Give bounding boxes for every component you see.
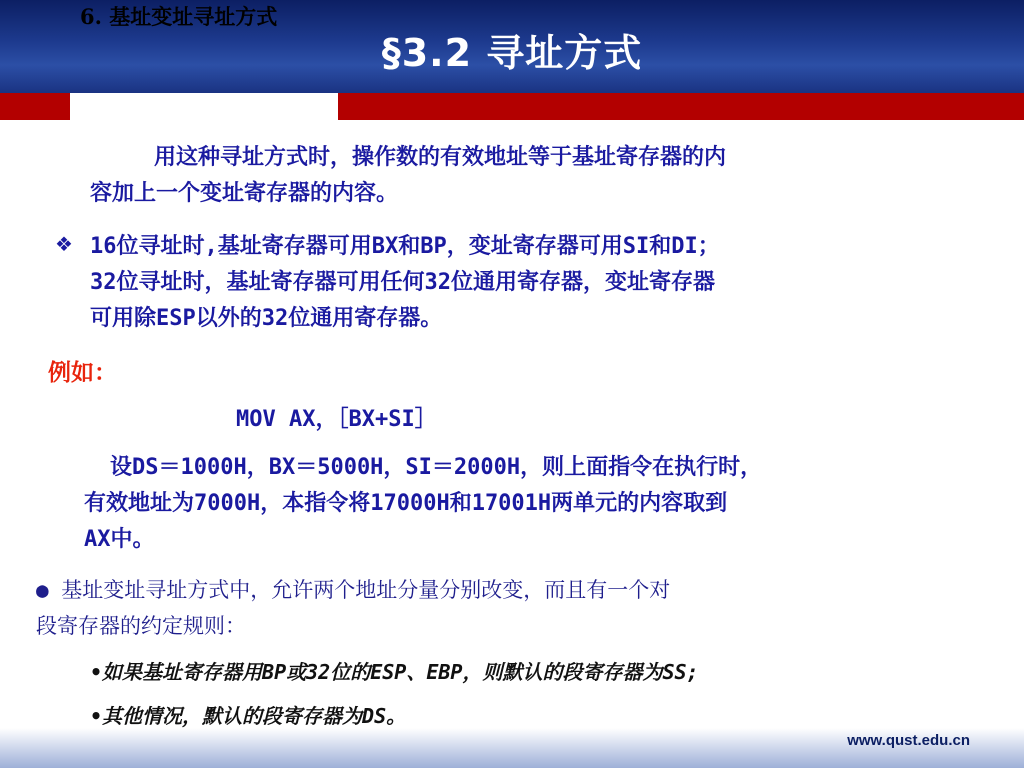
bullet2-line1: 基址变址寻址方式中，允许两个地址分量分别改变，而且有一个对 — [61, 578, 671, 602]
intro-paragraph — [90, 140, 990, 212]
explain-line1: 设DS＝1000H，BX＝5000H，SI＝2000H，则上面指令在执行时， — [110, 455, 763, 480]
intro-line2: 容加上一个变址寄存器的内容。 — [90, 181, 399, 206]
intro-line1-highlight: 基址寄存器的内 — [572, 145, 727, 170]
section-bar — [0, 93, 1024, 120]
intro-line1-plain: 用这种寻址方式时，操作数的有效地址等于 — [154, 145, 573, 170]
code-line: MOV AX，［BX+SI］ — [236, 407, 437, 432]
addressing-rules-paragraph — [90, 229, 720, 337]
bullet1-line2: 32位寻址时，基址寄存器可用任何32位通用寄存器，变址寄存器 — [90, 270, 715, 295]
rule-item: •其他情况，默认的段寄存器为DS。 — [90, 704, 407, 728]
rule-item: •如果基址寄存器用BP或32位的ESP、EBP，则默认的段寄存器为SS; — [90, 660, 699, 684]
explain-line3: AX中。 — [84, 527, 155, 552]
bullet1-line3: 可用除ESP以外的32位通用寄存器。 — [90, 306, 443, 331]
bullet2-paragraph — [36, 572, 670, 644]
explanation-paragraph — [84, 450, 762, 558]
slide-title: §3.2 寻址方式 — [381, 31, 643, 75]
bullet1-line1: 16位寻址时,基址寄存器可用BX和BP，变址寄存器可用SI和DI； — [90, 234, 720, 259]
example-label: 例如： — [48, 360, 117, 386]
dot-bullet-icon: ● — [36, 578, 62, 602]
bullet2-line2: 段寄存器的约定规则： — [36, 614, 246, 638]
section-title: 6. 基址变址寻址方式 — [80, 4, 278, 29]
explain-line2: 有效地址为7000H，本指令将17000H和17001H两单元的内容取到 — [84, 491, 728, 516]
section-title-box — [70, 93, 338, 120]
footer-url: www.qust.edu.cn — [847, 732, 970, 749]
diamond-bullet-icon: ❖ — [55, 232, 73, 256]
